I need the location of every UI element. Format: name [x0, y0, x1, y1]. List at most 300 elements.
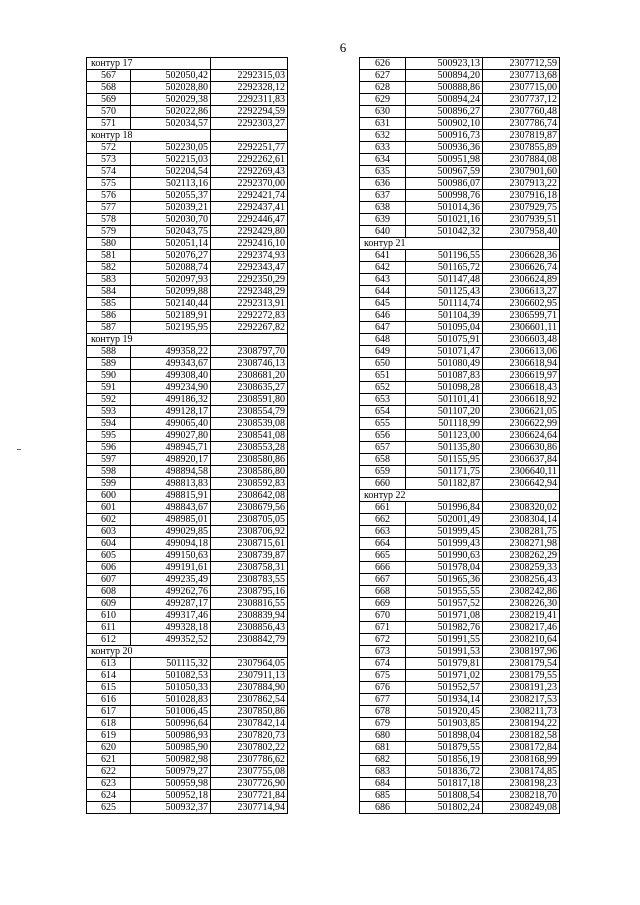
y-coordinate-cell: 2308739,87 — [211, 550, 288, 562]
table-row — [87, 418, 288, 430]
point-number-cell: 644 — [360, 286, 406, 298]
point-number-cell: 599 — [87, 478, 131, 490]
table-row — [360, 70, 560, 82]
y-coordinate-cell: 2307755,08 — [211, 766, 288, 778]
x-coordinate-cell: 501836,72 — [406, 766, 483, 778]
x-coordinate-cell: 499128,17 — [131, 406, 211, 418]
y-coordinate-cell: 2308242,86 — [483, 586, 560, 598]
x-coordinate-cell: 502039,21 — [131, 202, 211, 214]
table-row — [87, 226, 288, 238]
x-coordinate-cell: 500888,86 — [406, 82, 483, 94]
x-coordinate-cell: 500932,37 — [131, 802, 211, 814]
y-coordinate-cell: 2308642,08 — [211, 490, 288, 502]
x-coordinate-cell: 502043,75 — [131, 226, 211, 238]
contour-header-row — [360, 238, 560, 250]
table-row — [360, 166, 560, 178]
table-row — [360, 526, 560, 538]
y-coordinate-cell: 2292313,91 — [211, 298, 288, 310]
y-coordinate-cell: 2292311,83 — [211, 94, 288, 106]
y-coordinate-cell: 2307820,73 — [211, 730, 288, 742]
x-coordinate-cell: 501196,55 — [406, 250, 483, 262]
point-number-cell: 582 — [87, 262, 131, 274]
page-number: 6 — [339, 40, 347, 55]
table-row — [360, 706, 560, 718]
y-coordinate-cell: 2307760,48 — [483, 106, 560, 118]
table-row — [87, 574, 288, 586]
y-coordinate-cell: 2307911,13 — [211, 670, 288, 682]
coordinates-table-right — [359, 57, 560, 814]
point-number-cell: 591 — [87, 382, 131, 394]
x-coordinate-cell: 500979,27 — [131, 766, 211, 778]
contour-header-row — [360, 490, 560, 502]
x-coordinate-cell: 498843,67 — [131, 502, 211, 514]
table-row — [87, 754, 288, 766]
x-coordinate-cell: 501903,85 — [406, 718, 483, 730]
table-row — [87, 718, 288, 730]
table-row — [87, 610, 288, 622]
point-number-cell: 631 — [360, 118, 406, 130]
table-row — [87, 190, 288, 202]
y-coordinate-cell: 2292315,03 — [211, 70, 288, 82]
y-coordinate-cell: 2308219,41 — [483, 610, 560, 622]
x-coordinate-cell: 501115,32 — [131, 658, 211, 670]
x-coordinate-cell: 500986,93 — [131, 730, 211, 742]
table-row — [360, 538, 560, 550]
table-row — [87, 430, 288, 442]
point-number-cell: 654 — [360, 406, 406, 418]
table-row — [87, 238, 288, 250]
table-row — [87, 454, 288, 466]
point-number-cell: 651 — [360, 370, 406, 382]
y-coordinate-cell: 2308797,70 — [211, 346, 288, 358]
table-row — [87, 466, 288, 478]
x-coordinate-cell: 500936,36 — [406, 142, 483, 154]
y-coordinate-cell: 2308553,28 — [211, 442, 288, 454]
point-number-cell: 650 — [360, 358, 406, 370]
table-row — [360, 394, 560, 406]
table-row — [87, 274, 288, 286]
table-row — [360, 430, 560, 442]
point-number-cell: 664 — [360, 538, 406, 550]
point-number-cell: 592 — [87, 394, 131, 406]
contour-header-row — [87, 334, 288, 346]
point-number-cell: 595 — [87, 430, 131, 442]
table-row — [87, 634, 288, 646]
table-row — [87, 694, 288, 706]
x-coordinate-cell: 501952,57 — [406, 682, 483, 694]
table-row — [87, 490, 288, 502]
x-coordinate-cell: 502055,37 — [131, 190, 211, 202]
point-number-cell: 628 — [360, 82, 406, 94]
x-coordinate-cell: 501098,28 — [406, 382, 483, 394]
y-coordinate-cell: 2292446,47 — [211, 214, 288, 226]
y-coordinate-cell: 2308758,31 — [211, 562, 288, 574]
point-number-cell: 600 — [87, 490, 131, 502]
point-number-cell: 586 — [87, 310, 131, 322]
table-row — [87, 790, 288, 802]
y-coordinate-cell: 2308746,13 — [211, 358, 288, 370]
table-row — [87, 514, 288, 526]
table-row — [360, 382, 560, 394]
y-coordinate-cell: 2308539,08 — [211, 418, 288, 430]
y-coordinate-cell: 2308256,43 — [483, 574, 560, 586]
point-number-cell: 621 — [87, 754, 131, 766]
y-coordinate-cell: 2308586,80 — [211, 466, 288, 478]
x-coordinate-cell: 499065,40 — [131, 418, 211, 430]
y-coordinate-cell: 2307712,59 — [483, 58, 560, 70]
point-number-cell: 668 — [360, 586, 406, 598]
coordinates-table-left — [86, 57, 288, 814]
table-row — [360, 598, 560, 610]
contour-label: контур 17 — [87, 58, 211, 70]
y-coordinate-cell: 2308174,85 — [483, 766, 560, 778]
x-coordinate-cell: 499328,18 — [131, 622, 211, 634]
x-coordinate-cell: 501991,53 — [406, 646, 483, 658]
x-coordinate-cell: 499317,46 — [131, 610, 211, 622]
y-coordinate-cell: 2292350,29 — [211, 274, 288, 286]
table-row — [360, 454, 560, 466]
y-coordinate-cell: 2308783,55 — [211, 574, 288, 586]
y-coordinate-cell: 2292429,80 — [211, 226, 288, 238]
table-row — [360, 202, 560, 214]
point-number-cell: 635 — [360, 166, 406, 178]
point-number-cell: 666 — [360, 562, 406, 574]
y-coordinate-cell: 2307714,94 — [211, 802, 288, 814]
x-coordinate-cell: 499150,63 — [131, 550, 211, 562]
x-coordinate-cell: 501171,75 — [406, 466, 483, 478]
point-number-cell: 643 — [360, 274, 406, 286]
point-number-cell: 656 — [360, 430, 406, 442]
x-coordinate-cell: 500896,27 — [406, 106, 483, 118]
y-coordinate-cell: 2306619,97 — [483, 370, 560, 382]
point-number-cell: 626 — [360, 58, 406, 70]
x-coordinate-cell: 499262,76 — [131, 586, 211, 598]
point-number-cell: 593 — [87, 406, 131, 418]
x-coordinate-cell: 501856,19 — [406, 754, 483, 766]
point-number-cell: 649 — [360, 346, 406, 358]
x-coordinate-cell: 501165,72 — [406, 262, 483, 274]
x-coordinate-cell: 502195,95 — [131, 322, 211, 334]
x-coordinate-cell: 500894,24 — [406, 94, 483, 106]
point-number-cell: 660 — [360, 478, 406, 490]
point-number-cell: 598 — [87, 466, 131, 478]
table-row — [360, 742, 560, 754]
y-coordinate-cell: 2308262,29 — [483, 550, 560, 562]
x-coordinate-cell: 501042,32 — [406, 226, 483, 238]
table-row — [360, 790, 560, 802]
point-number-cell: 616 — [87, 694, 131, 706]
table-row — [87, 394, 288, 406]
point-number-cell: 622 — [87, 766, 131, 778]
y-coordinate-cell: 2306602,95 — [483, 298, 560, 310]
x-coordinate-cell: 500998,76 — [406, 190, 483, 202]
y-coordinate-cell: 2308580,86 — [211, 454, 288, 466]
y-coordinate-cell: 2306613,06 — [483, 346, 560, 358]
x-coordinate-cell: 501006,45 — [131, 706, 211, 718]
y-coordinate-cell: 2306637,84 — [483, 454, 560, 466]
x-coordinate-cell: 500916,73 — [406, 130, 483, 142]
x-coordinate-cell: 498945,71 — [131, 442, 211, 454]
y-coordinate-cell: 2308168,99 — [483, 754, 560, 766]
table-row — [87, 502, 288, 514]
point-number-cell: 580 — [87, 238, 131, 250]
point-number-cell: 676 — [360, 682, 406, 694]
table-row — [87, 622, 288, 634]
point-number-cell: 587 — [87, 322, 131, 334]
table-row — [360, 694, 560, 706]
y-coordinate-cell: 2292303,27 — [211, 118, 288, 130]
x-coordinate-cell: 501991,55 — [406, 634, 483, 646]
table-row — [360, 106, 560, 118]
y-coordinate-cell: 2308681,20 — [211, 370, 288, 382]
y-coordinate-cell: 2307786,62 — [211, 754, 288, 766]
table-row — [87, 250, 288, 262]
x-coordinate-cell: 501135,80 — [406, 442, 483, 454]
table-row — [87, 406, 288, 418]
table-row — [360, 634, 560, 646]
point-number-cell: 639 — [360, 214, 406, 226]
point-number-cell: 613 — [87, 658, 131, 670]
y-coordinate-cell: 2308217,53 — [483, 694, 560, 706]
y-coordinate-cell: 2308842,79 — [211, 634, 288, 646]
x-coordinate-cell: 501118,99 — [406, 418, 483, 430]
contour-header-row — [87, 646, 288, 658]
x-coordinate-cell: 502076,27 — [131, 250, 211, 262]
point-number-cell: 574 — [87, 166, 131, 178]
table-row — [360, 286, 560, 298]
y-coordinate-cell: 2308554,79 — [211, 406, 288, 418]
y-coordinate-cell: 2306618,94 — [483, 358, 560, 370]
point-number-cell: 670 — [360, 610, 406, 622]
x-coordinate-cell: 502215,03 — [131, 154, 211, 166]
table-row — [360, 478, 560, 490]
y-coordinate-cell: 2292370,00 — [211, 178, 288, 190]
x-coordinate-cell: 502099,88 — [131, 286, 211, 298]
x-coordinate-cell: 500996,64 — [131, 718, 211, 730]
point-number-cell: 677 — [360, 694, 406, 706]
x-coordinate-cell: 500951,98 — [406, 154, 483, 166]
table-row — [87, 70, 288, 82]
table-row — [360, 190, 560, 202]
point-number-cell: 604 — [87, 538, 131, 550]
x-coordinate-cell: 502088,74 — [131, 262, 211, 274]
x-coordinate-cell: 501087,83 — [406, 370, 483, 382]
table-row — [360, 370, 560, 382]
y-coordinate-cell: 2292251,77 — [211, 142, 288, 154]
y-coordinate-cell: 2308592,83 — [211, 478, 288, 490]
point-number-cell: 633 — [360, 142, 406, 154]
x-coordinate-cell: 500967,59 — [406, 166, 483, 178]
table-row — [87, 214, 288, 226]
point-number-cell: 678 — [360, 706, 406, 718]
point-number-cell: 585 — [87, 298, 131, 310]
table-row — [360, 310, 560, 322]
point-number-cell: 569 — [87, 94, 131, 106]
x-coordinate-cell: 501028,83 — [131, 694, 211, 706]
x-coordinate-cell: 502001,49 — [406, 514, 483, 526]
point-number-cell: 658 — [360, 454, 406, 466]
table-row — [87, 742, 288, 754]
table-row — [360, 802, 560, 814]
table-row — [360, 346, 560, 358]
point-number-cell: 657 — [360, 442, 406, 454]
y-coordinate-cell: 2306618,43 — [483, 382, 560, 394]
x-coordinate-cell: 502204,54 — [131, 166, 211, 178]
y-coordinate-cell: 2307916,18 — [483, 190, 560, 202]
point-number-cell: 679 — [360, 718, 406, 730]
x-coordinate-cell: 498894,58 — [131, 466, 211, 478]
point-number-cell: 659 — [360, 466, 406, 478]
y-coordinate-cell: 2292343,47 — [211, 262, 288, 274]
x-coordinate-cell: 501075,91 — [406, 334, 483, 346]
table-row — [87, 682, 288, 694]
empty-cell — [211, 646, 288, 658]
table-row — [360, 670, 560, 682]
point-number-cell: 579 — [87, 226, 131, 238]
y-coordinate-cell: 2308705,05 — [211, 514, 288, 526]
y-coordinate-cell: 2308191,23 — [483, 682, 560, 694]
point-number-cell: 675 — [360, 670, 406, 682]
table-row — [87, 298, 288, 310]
x-coordinate-cell: 501123,00 — [406, 430, 483, 442]
table-row — [360, 646, 560, 658]
x-coordinate-cell: 502028,80 — [131, 82, 211, 94]
y-coordinate-cell: 2306628,36 — [483, 250, 560, 262]
y-coordinate-cell: 2306622,99 — [483, 418, 560, 430]
point-number-cell: 584 — [87, 286, 131, 298]
x-coordinate-cell: 501802,24 — [406, 802, 483, 814]
x-coordinate-cell: 499308,40 — [131, 370, 211, 382]
y-coordinate-cell: 2308715,61 — [211, 538, 288, 550]
margin-mark — [17, 449, 21, 450]
table-row — [87, 322, 288, 334]
point-number-cell: 645 — [360, 298, 406, 310]
table-row — [360, 778, 560, 790]
y-coordinate-cell: 2308182,58 — [483, 730, 560, 742]
table-row — [360, 178, 560, 190]
y-coordinate-cell: 2306618,92 — [483, 394, 560, 406]
x-coordinate-cell: 501021,16 — [406, 214, 483, 226]
point-number-cell: 630 — [360, 106, 406, 118]
y-coordinate-cell: 2308226,30 — [483, 598, 560, 610]
x-coordinate-cell: 501101,41 — [406, 394, 483, 406]
point-number-cell: 625 — [87, 802, 131, 814]
y-coordinate-cell: 2292267,82 — [211, 322, 288, 334]
point-number-cell: 575 — [87, 178, 131, 190]
table-row — [87, 358, 288, 370]
x-coordinate-cell: 501182,87 — [406, 478, 483, 490]
x-coordinate-cell: 501114,74 — [406, 298, 483, 310]
y-coordinate-cell: 2308304,14 — [483, 514, 560, 526]
x-coordinate-cell: 501971,08 — [406, 610, 483, 622]
x-coordinate-cell: 501155,95 — [406, 454, 483, 466]
table-row — [87, 178, 288, 190]
x-coordinate-cell: 501999,43 — [406, 538, 483, 550]
table-row — [87, 658, 288, 670]
point-number-cell: 647 — [360, 322, 406, 334]
y-coordinate-cell: 2308706,92 — [211, 526, 288, 538]
table-row — [360, 658, 560, 670]
table-row — [87, 442, 288, 454]
point-number-cell: 641 — [360, 250, 406, 262]
x-coordinate-cell: 501879,55 — [406, 742, 483, 754]
x-coordinate-cell: 498815,91 — [131, 490, 211, 502]
table-row — [360, 142, 560, 154]
point-number-cell: 642 — [360, 262, 406, 274]
y-coordinate-cell: 2292272,83 — [211, 310, 288, 322]
table-row — [360, 274, 560, 286]
y-coordinate-cell: 2308210,64 — [483, 634, 560, 646]
x-coordinate-cell: 500982,98 — [131, 754, 211, 766]
x-coordinate-cell: 501095,04 — [406, 322, 483, 334]
point-number-cell: 629 — [360, 94, 406, 106]
point-number-cell: 623 — [87, 778, 131, 790]
table-row — [87, 526, 288, 538]
point-number-cell: 632 — [360, 130, 406, 142]
y-coordinate-cell: 2307802,22 — [211, 742, 288, 754]
table-row — [360, 226, 560, 238]
point-number-cell: 638 — [360, 202, 406, 214]
point-number-cell: 572 — [87, 142, 131, 154]
point-number-cell: 589 — [87, 358, 131, 370]
y-coordinate-cell: 2292437,41 — [211, 202, 288, 214]
x-coordinate-cell: 499358,22 — [131, 346, 211, 358]
table-row — [360, 730, 560, 742]
table-row — [87, 586, 288, 598]
y-coordinate-cell: 2307737,12 — [483, 94, 560, 106]
point-number-cell: 588 — [87, 346, 131, 358]
x-coordinate-cell: 499027,80 — [131, 430, 211, 442]
y-coordinate-cell: 2308795,16 — [211, 586, 288, 598]
y-coordinate-cell: 2292294,59 — [211, 106, 288, 118]
table-row — [360, 514, 560, 526]
point-number-cell: 567 — [87, 70, 131, 82]
y-coordinate-cell: 2307721,84 — [211, 790, 288, 802]
table-row — [360, 442, 560, 454]
point-number-cell: 682 — [360, 754, 406, 766]
table-row — [87, 346, 288, 358]
point-number-cell: 665 — [360, 550, 406, 562]
y-coordinate-cell: 2308194,22 — [483, 718, 560, 730]
y-coordinate-cell: 2292269,43 — [211, 166, 288, 178]
y-coordinate-cell: 2307884,08 — [483, 154, 560, 166]
point-number-cell: 618 — [87, 718, 131, 730]
y-coordinate-cell: 2308259,33 — [483, 562, 560, 574]
y-coordinate-cell: 2307939,51 — [483, 214, 560, 226]
y-coordinate-cell: 2307842,14 — [211, 718, 288, 730]
x-coordinate-cell: 500952,18 — [131, 790, 211, 802]
table-row — [360, 58, 560, 70]
y-coordinate-cell: 2308211,73 — [483, 706, 560, 718]
x-coordinate-cell: 501107,20 — [406, 406, 483, 418]
x-coordinate-cell: 502113,16 — [131, 178, 211, 190]
table-row — [360, 574, 560, 586]
y-coordinate-cell: 2308218,70 — [483, 790, 560, 802]
y-coordinate-cell: 2307715,00 — [483, 82, 560, 94]
x-coordinate-cell: 500902,10 — [406, 118, 483, 130]
x-coordinate-cell: 499287,17 — [131, 598, 211, 610]
table-row — [360, 586, 560, 598]
point-number-cell: 611 — [87, 622, 131, 634]
point-number-cell: 573 — [87, 154, 131, 166]
x-coordinate-cell: 501965,36 — [406, 574, 483, 586]
table-row — [360, 622, 560, 634]
x-coordinate-cell: 502050,42 — [131, 70, 211, 82]
table-row — [87, 166, 288, 178]
y-coordinate-cell: 2306621,05 — [483, 406, 560, 418]
point-number-cell: 655 — [360, 418, 406, 430]
point-number-cell: 627 — [360, 70, 406, 82]
